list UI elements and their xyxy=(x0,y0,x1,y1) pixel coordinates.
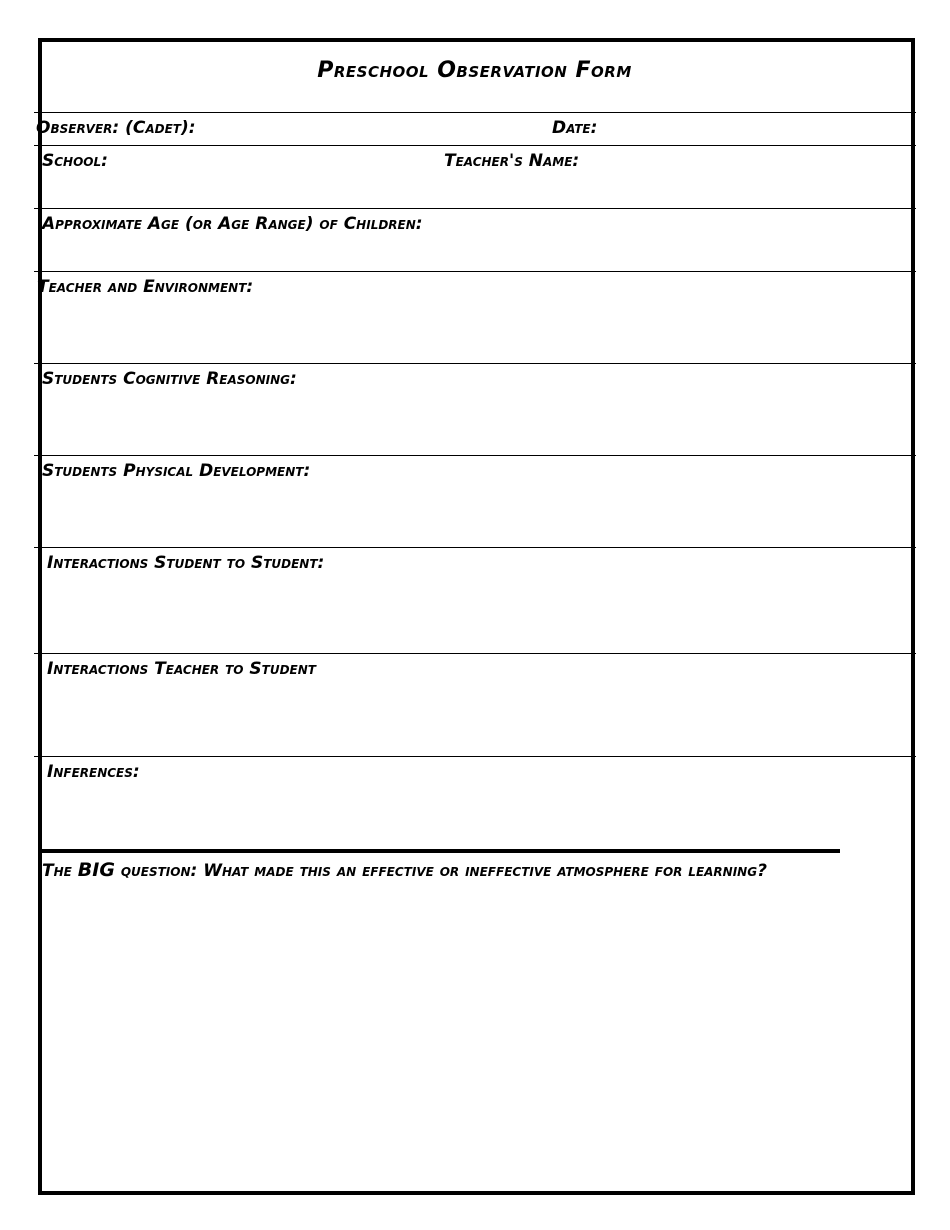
form-border xyxy=(38,38,915,1195)
inferences-label: Inferences: xyxy=(47,762,140,782)
form-title: Preschool Observation Form xyxy=(317,58,632,83)
big-question xyxy=(42,858,842,883)
divider xyxy=(34,756,916,757)
age-label: Approximate Age (or Age Range) of Children: xyxy=(42,214,423,234)
divider xyxy=(34,363,916,364)
divider xyxy=(34,547,916,548)
divider xyxy=(34,145,916,146)
big-question-rest: question: What made this an effective or ineffective atmosphere for learning? xyxy=(114,861,767,881)
big-question-emphasis: BIG xyxy=(77,859,115,881)
divider-thick xyxy=(40,849,840,853)
divider xyxy=(34,271,916,272)
divider xyxy=(34,112,916,113)
divider xyxy=(34,208,916,209)
observer-label: Observer: (Cadet): xyxy=(36,118,196,138)
date-label: Date: xyxy=(552,118,598,138)
school-label: School: xyxy=(42,151,108,171)
divider xyxy=(34,653,916,654)
teacher-name-label: Teacher's Name: xyxy=(444,151,580,171)
divider xyxy=(34,455,916,456)
teacher-to-student-label: Interactions Teacher to Student xyxy=(47,659,316,679)
physical-development-label: Students Physical Development: xyxy=(42,461,311,481)
cognitive-reasoning-label: Students Cognitive Reasoning: xyxy=(42,369,297,389)
big-question-prefix: The xyxy=(42,861,78,881)
teacher-environment-label: Teacher and Environment: xyxy=(37,277,254,297)
student-to-student-label: Interactions Student to Student: xyxy=(47,553,325,573)
